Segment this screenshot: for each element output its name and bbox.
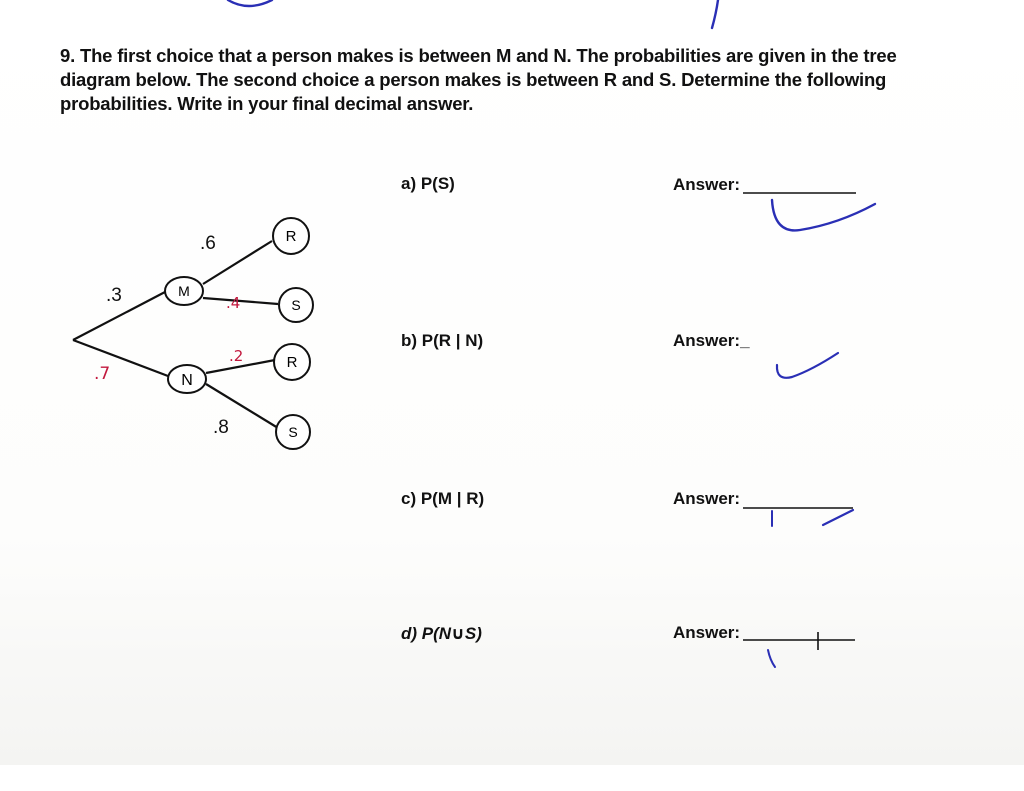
node-s-bottom: S xyxy=(288,424,298,440)
handwriting-mark-top xyxy=(712,0,718,28)
handwriting-mark-c xyxy=(823,510,853,525)
part-a-label: a) P(S) xyxy=(401,174,455,193)
node-s-top: S xyxy=(291,297,301,313)
question-line-1: 9. The first choice that a person makes is between M and N. The probabilities are given in the tree xyxy=(60,45,897,66)
handwriting-mark-a xyxy=(772,200,875,230)
question-line-3: probabilities. Write in your final decimal answer. xyxy=(60,93,474,114)
part-c-label: c) P(M | R) xyxy=(401,489,485,508)
node-r-top: R xyxy=(285,228,297,245)
handwriting-mark-d xyxy=(768,650,775,667)
question-line-2: diagram below. The second choice a person makes is between R and S. Determine the following xyxy=(60,69,887,90)
part-d-label: d) P(N∪S) xyxy=(401,624,482,643)
handwritten-prob-n-r: .2 xyxy=(229,347,244,365)
part-c-answer-label: Answer: xyxy=(673,489,741,508)
handwritten-prob-n: .7 xyxy=(94,364,111,384)
part-b-answer-label: Answer:_ xyxy=(673,331,750,350)
handwriting-mark-top-left xyxy=(228,0,272,6)
node-n: N xyxy=(181,372,193,389)
prob-m-r: .6 xyxy=(200,233,216,254)
node-r-bottom: R xyxy=(286,354,298,371)
part-b-label: b) P(R | N) xyxy=(401,331,484,350)
part-d-answer-label: Answer: xyxy=(673,623,741,642)
prob-n-s: .8 xyxy=(213,417,229,438)
node-m: M xyxy=(178,283,190,299)
prob-m: .3 xyxy=(106,285,122,306)
handwritten-prob-m-s: .4 xyxy=(226,294,241,312)
handwriting-mark-b xyxy=(777,353,838,378)
part-a-answer-label: Answer: xyxy=(673,175,741,194)
